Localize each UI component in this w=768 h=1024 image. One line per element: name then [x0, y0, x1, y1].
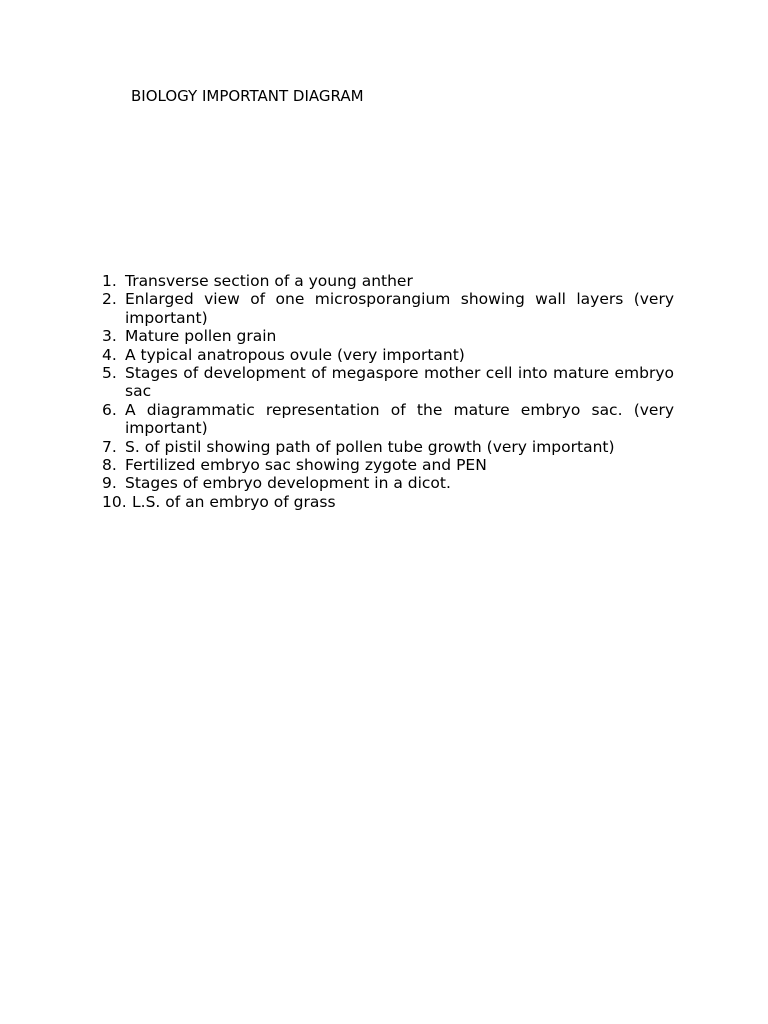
list-item-number: 3.: [102, 327, 117, 346]
list-item-text: Enlarged view of one microsporangium showing wall layers (very important): [125, 290, 674, 327]
list-item: [102, 364, 674, 401]
list-item: [102, 327, 674, 345]
list-item: [102, 290, 674, 327]
list-item-text: Mature pollen grain: [125, 327, 277, 346]
list-item-text: Stages of embryo development in a dicot.: [125, 474, 451, 493]
document-title: BIOLOGY IMPORTANT DIAGRAM: [131, 87, 364, 105]
list-item-number: 10.: [102, 492, 127, 511]
list-item-text: Transverse section of a young anther: [125, 272, 413, 290]
diagram-list: [102, 272, 674, 511]
list-item: [102, 346, 674, 364]
list-item-number: 4.: [102, 345, 117, 364]
list-item-text: Fertilized embryo sac showing zygote and PEN: [125, 456, 487, 475]
list-item: [102, 493, 674, 511]
list-item-text: Stages of development of megaspore mother cell into mature embryo sac: [125, 364, 674, 401]
list-item-number: 5.: [102, 364, 117, 383]
list-item: [102, 272, 674, 290]
list-item: [102, 474, 674, 492]
list-item-number: 6.: [102, 400, 117, 419]
list-item: [102, 438, 674, 456]
list-item: [102, 401, 674, 438]
list-item-text: S. of pistil showing path of pollen tube growth (very important): [125, 437, 615, 456]
list-item-number: 2.: [102, 290, 117, 309]
list-item-text: L.S. of an embryo of grass: [132, 492, 336, 511]
list-item-number: 8.: [102, 456, 117, 475]
list-item-number: 9.: [102, 474, 117, 493]
list-item-number: 7.: [102, 437, 117, 456]
list-item: [102, 456, 674, 474]
list-item-number: 1.: [102, 272, 117, 290]
list-item-text: A typical anatropous ovule (very important): [125, 345, 465, 364]
list-item-text: A diagrammatic representation of the mature embryo sac. (very important): [125, 400, 674, 438]
